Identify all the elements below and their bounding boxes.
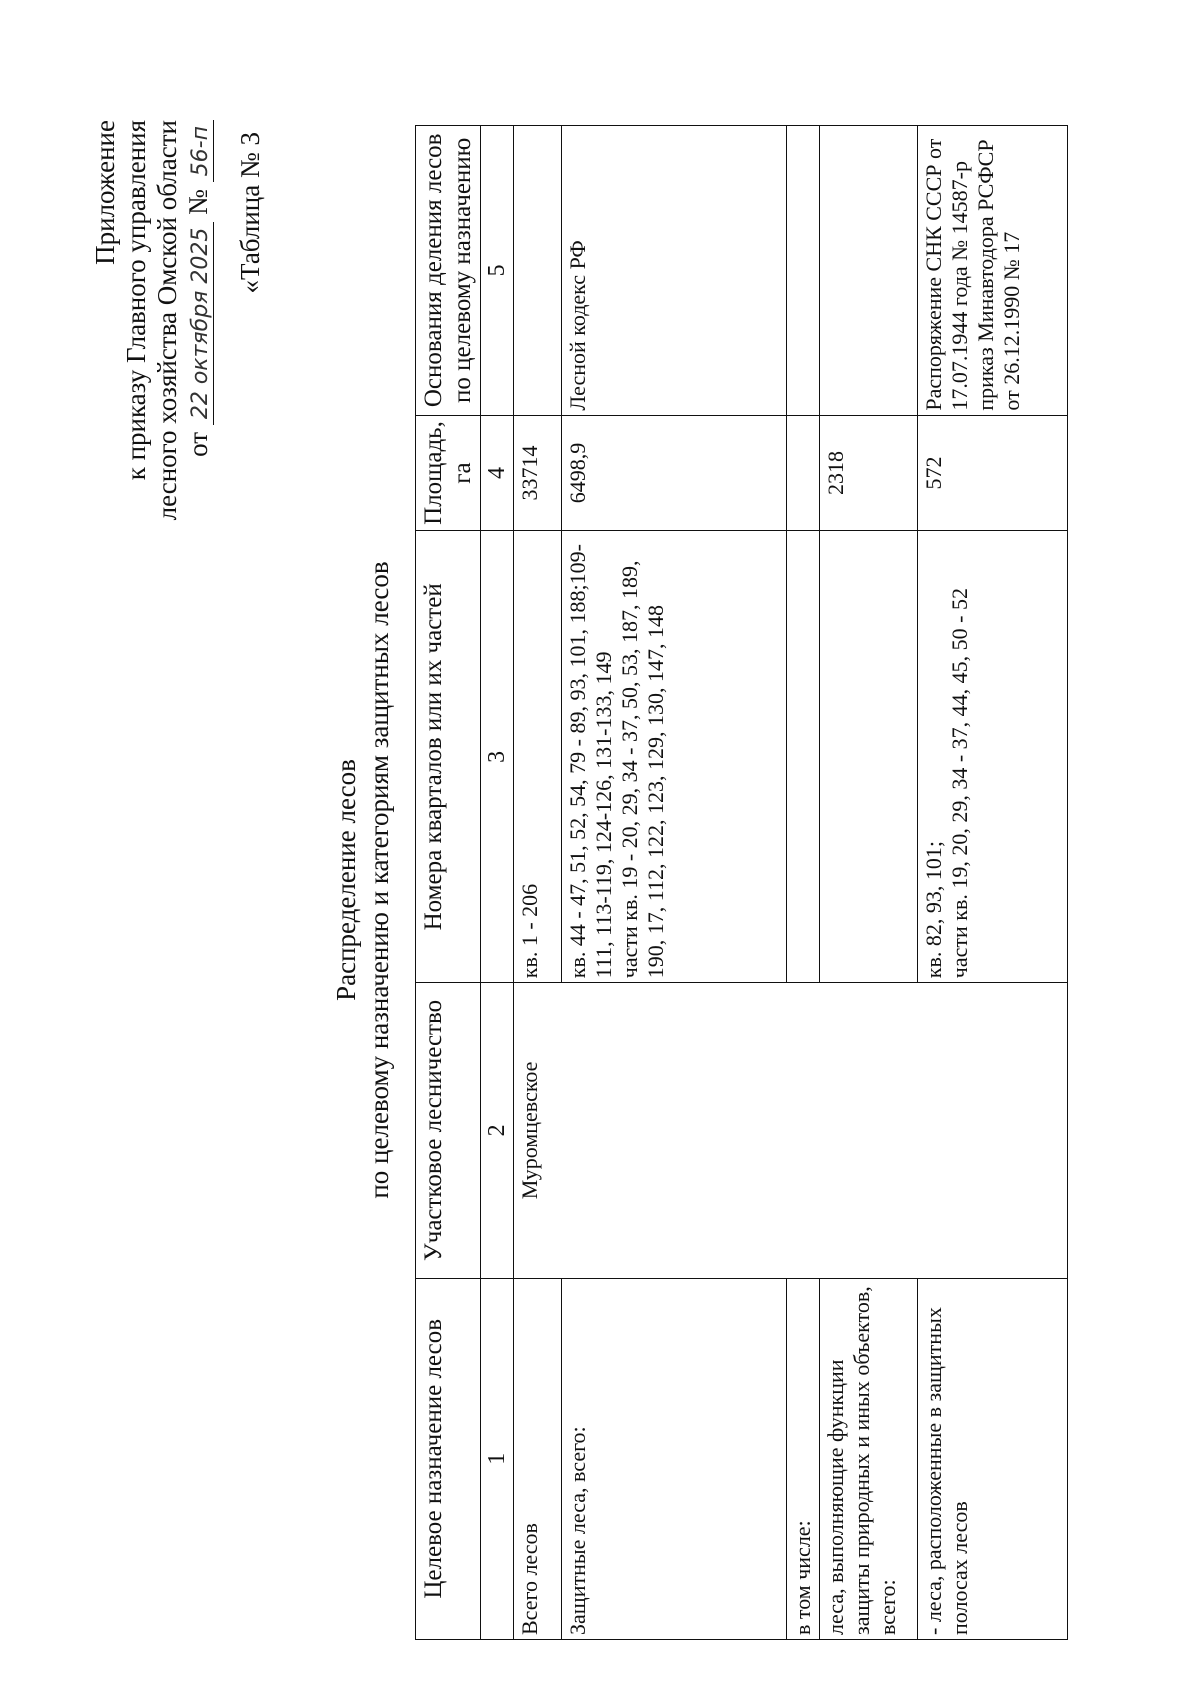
cell-purpose: леса, выполняющие функции защиты природных и иных объектов, всего: xyxy=(820,1278,918,1639)
cell-area: 2318 xyxy=(820,415,918,531)
title-line-2: по целевому назначению и категориям защитных лесов xyxy=(364,561,394,1199)
header-purpose: Целевое назначение лесов xyxy=(416,1278,481,1639)
appendix-date-line xyxy=(183,120,214,520)
table-row xyxy=(787,126,820,1640)
cell-quarters xyxy=(918,531,1068,983)
cell-purpose: - леса, расположенные в защитных полосах лесов xyxy=(918,1278,1068,1639)
title-line-1: Распределение лесов xyxy=(331,759,361,1001)
column-number: 1 xyxy=(481,1278,514,1639)
cell-purpose: Всего лесов xyxy=(514,1278,562,1639)
column-number: 3 xyxy=(481,531,514,983)
cell-area: 6498,9 xyxy=(562,415,787,531)
quarters-full: кв. 82, 93, 101; xyxy=(921,841,946,979)
document-page xyxy=(20,80,1120,1680)
header-quarters: Номера кварталов или их частей xyxy=(416,531,481,983)
table-row xyxy=(820,126,918,1640)
appendix-header xyxy=(90,120,214,520)
quarters-partial: части кв. 19, 20, 29, 34 - 37, 44, 45, 50 - 52 xyxy=(947,588,972,979)
cell-forestry: Муромцевское xyxy=(514,983,1068,1278)
cell-quarters xyxy=(562,531,787,983)
cell-purpose: Защитные леса, всего: xyxy=(562,1278,787,1639)
cell-basis xyxy=(514,126,562,416)
column-number: 2 xyxy=(481,983,514,1278)
cell-area xyxy=(787,415,820,531)
cell-quarters xyxy=(787,531,820,983)
quarters-full: кв. 44 - 47, 51, 52, 54, 79 - 89, 93, 101, 188;109-111, 113-119, 124-126, 131-133, 149 xyxy=(565,544,616,979)
cell-area: 33714 xyxy=(514,415,562,531)
column-number-row xyxy=(481,126,514,1640)
cell-basis xyxy=(787,126,820,416)
cell-basis: Лесной кодекс РФ xyxy=(562,126,787,416)
handwritten-date: 22 октября 2025 xyxy=(189,222,214,426)
cell-basis xyxy=(820,126,918,416)
appendix-organization-line: лесного хозяйства Омской области xyxy=(152,120,182,521)
forest-distribution-table xyxy=(415,125,1068,1640)
header-forestry: Участковое лесничество xyxy=(416,983,481,1278)
header-area: Площадь, га xyxy=(416,415,481,531)
column-number: 5 xyxy=(481,126,514,416)
table-row xyxy=(918,126,1068,1640)
table-label: «Таблица № 3 xyxy=(235,132,265,294)
column-number: 4 xyxy=(481,415,514,531)
cell-purpose: в том числе: xyxy=(787,1278,820,1639)
cell-basis: Распоряжение СНК СССР от 17.07.1944 года № 14587-р приказ Минавтодора РСФСР от 26.12.1990 № 17 xyxy=(918,126,1068,416)
date-prefix: от xyxy=(183,431,213,457)
table-row xyxy=(514,126,562,1640)
document-title xyxy=(330,80,396,1680)
cell-quarters xyxy=(820,531,918,983)
handwritten-number: 56-п xyxy=(189,120,214,182)
cell-area: 572 xyxy=(918,415,1068,531)
number-prefix: № xyxy=(183,189,213,215)
table-row xyxy=(562,126,787,1640)
table-header-row xyxy=(416,126,481,1640)
cell-quarters: кв. 1 - 206 xyxy=(514,531,562,983)
appendix-order-line: к приказу Главного управления xyxy=(121,120,151,481)
appendix-title: Приложение xyxy=(90,120,120,265)
header-basis: Основания деления лесов по целевому назначению xyxy=(416,126,481,416)
quarters-partial: части кв. 19 - 20, 29, 34 - 37, 50, 53, 187, 189, 190, 17, 112, 122, 123, 129, 130, 147, 148 xyxy=(617,560,668,979)
